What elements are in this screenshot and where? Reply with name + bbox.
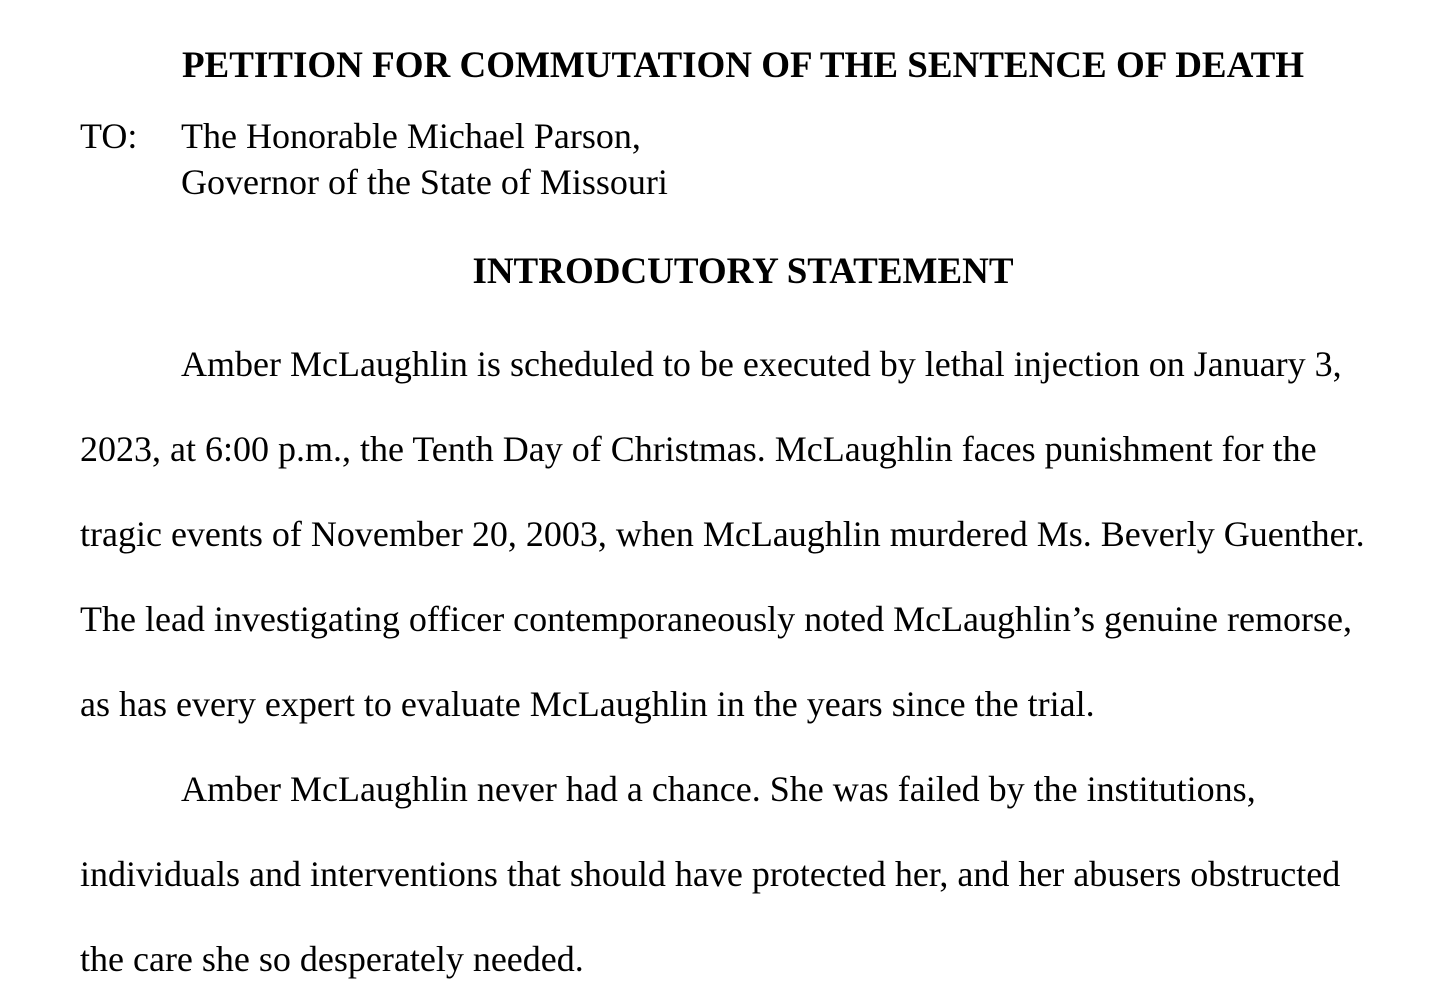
paragraph-line: the care she so desperately needed. — [80, 939, 584, 979]
paragraph-line: individuals and interventions that should have protected her, and her abusers obstructed — [80, 854, 1341, 894]
document-title: PETITION FOR COMMUTATION OF THE SENTENCE OF DEATH — [181, 45, 1305, 86]
paragraph-line: Amber McLaughlin never had a chance. She was failed by the institutions, — [181, 769, 1256, 809]
paragraph-line: The lead investigating officer contemporaneously noted McLaughlin’s genuine remorse, — [80, 599, 1352, 639]
paragraph-line: tragic events of November 20, 2003, when McLaughlin murdered Ms. Beverly Guenther. — [80, 514, 1365, 554]
paragraph-line: as has every expert to evaluate McLaughlin in the years since the trial. — [80, 684, 1095, 724]
paragraph-line: Amber McLaughlin is scheduled to be executed by lethal injection on January 3, — [181, 344, 1342, 384]
paragraph-line: 2023, at 6:00 p.m., the Tenth Day of Christmas. McLaughlin faces punishment for the — [80, 429, 1317, 469]
to-label: TO: — [80, 116, 138, 156]
recipient-line-2: Governor of the State of Missouri — [181, 162, 668, 202]
recipient-line-1: The Honorable Michael Parson, — [181, 116, 641, 156]
section-heading: INTRODCUTORY STATEMENT — [472, 251, 1014, 292]
